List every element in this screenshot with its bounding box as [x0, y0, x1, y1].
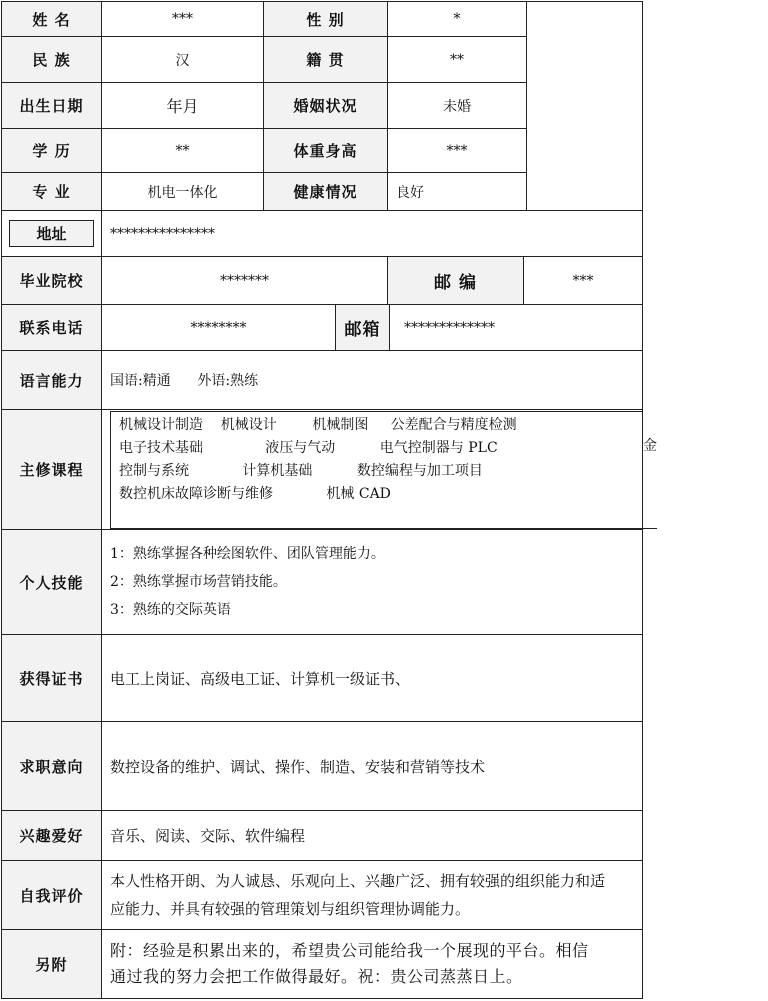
course-line: 机械设计制造 机械设计 机械制图 公差配合与精度检测 [119, 417, 517, 433]
phone-label: 联系电话 [2, 305, 102, 351]
birth-label: 出生日期 [2, 83, 102, 129]
name-value: *** [102, 2, 264, 37]
courses-list [110, 411, 643, 529]
gender-value: * [388, 2, 527, 37]
job-intent-label: 求职意向 [2, 722, 102, 811]
postcode-value: *** [524, 257, 643, 305]
self-eval-label: 自我评价 [2, 861, 102, 930]
notes-line: 通过我的努力会把工作做得最好。祝：贵公司蒸蒸日上。 [110, 967, 523, 986]
certificates-label: 获得证书 [2, 635, 102, 722]
ethnicity-label: 民 族 [2, 37, 102, 83]
self-eval-text [102, 861, 643, 930]
birth-value: 年月 [102, 83, 264, 129]
education-label: 学 历 [2, 129, 102, 173]
skills-list [102, 530, 643, 635]
courses-divider-extension [643, 528, 657, 529]
email-label: 邮箱 [336, 305, 390, 351]
address-label: 地址 [9, 220, 93, 247]
marital-value: 未婚 [388, 83, 527, 129]
address-label-cell [2, 211, 102, 257]
skills-label: 个人技能 [2, 530, 102, 635]
hobbies-value: 音乐、阅读、交际、软件编程 [102, 811, 643, 861]
body-label: 体重身高 [264, 129, 388, 173]
address-value: *************** [102, 211, 643, 257]
name-label: 姓 名 [2, 2, 102, 37]
skill-item: 3：熟练的交际英语 [110, 602, 231, 618]
course-line: 控制与系统 计算机基础 数控编程与加工项目 [119, 463, 483, 479]
school-value: ******* [102, 257, 388, 305]
job-intent-value: 数控设备的维护、调试、操作、制造、安装和营销等技术 [102, 722, 643, 811]
course-line: 电子技术基础 液压与气动 电气控制器与 PLC [119, 440, 498, 456]
self-eval-line: 应能力、并具有较强的管理策划与组织管理协调能力。 [110, 900, 471, 918]
notes-label: 另附 [2, 930, 102, 999]
body-value: *** [388, 129, 527, 173]
phone-value: ******** [102, 305, 336, 351]
skill-item: 1：熟练掌握各种绘图软件、团队管理能力。 [110, 546, 385, 562]
ethnicity-value: 汉 [102, 37, 264, 83]
notes-line: 附：经验是积累出来的，希望贵公司能给我一个展现的平台。相信 [110, 941, 589, 960]
self-eval-line: 本人性格开朗、为人诚恳、乐观向上、兴趣广泛、拥有较强的组织能力和适 [110, 872, 606, 890]
education-value: ** [102, 129, 264, 173]
language-label: 语言能力 [2, 351, 102, 410]
notes-text [102, 930, 643, 999]
course-overflow-char: 金 [643, 438, 657, 454]
major-label: 专 业 [2, 173, 102, 211]
origin-label: 籍 贯 [264, 37, 388, 83]
courses-label: 主修课程 [2, 410, 102, 530]
school-label: 毕业院校 [2, 257, 102, 305]
language-value: 国语:精通 外语:熟练 [102, 351, 643, 410]
origin-value: ** [388, 37, 527, 83]
postcode-label: 邮 编 [388, 257, 524, 305]
major-value: 机电一体化 [102, 173, 264, 211]
course-line: 数控机床故障诊断与维修 机械 CAD [119, 486, 391, 502]
certificates-value: 电工上岗证、高级电工证、计算机一级证书、 [102, 635, 643, 722]
photo-area [527, 2, 643, 211]
hobbies-label: 兴趣爱好 [2, 811, 102, 861]
skill-item: 2：熟练掌握市场营销技能。 [110, 574, 287, 590]
health-value: 良好 [388, 173, 527, 211]
health-label: 健康情况 [264, 173, 388, 211]
marital-label: 婚姻状况 [264, 83, 388, 129]
gender-label: 性 别 [264, 2, 388, 37]
email-value: ************* [390, 305, 643, 351]
